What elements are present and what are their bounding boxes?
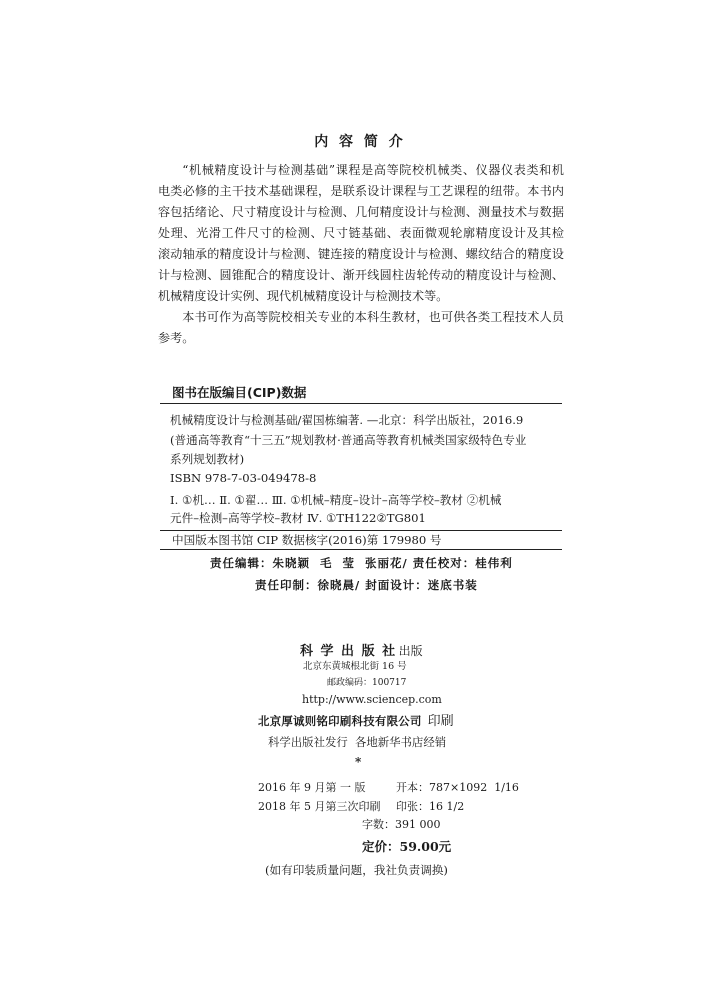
word-count: 字数：391 000 [362,818,441,831]
cip-series-line: (普通高等教育“十三五”规划教材·普通高等教育机械类国家级特色专业 [170,433,527,447]
price: 定价：59.00元 [362,839,452,854]
summary-line: 机械精度设计实例、现代机械精度设计与检测技术等。 [158,289,449,303]
isbn: ISBN 978-7-03-049478-8 [170,471,317,485]
cip-record-number: 中国版本图书馆 CIP 数据核字(2016)第 179980 号 [172,533,442,547]
publisher-line [300,641,423,661]
printed-sheets: 印张：16 1/2 [396,800,465,813]
quality-notice: (如有印装质量问题，我社负责调换) [265,863,448,877]
publisher-postcode: 邮政编码：100717 [327,678,407,688]
cip-top-rule [160,403,562,404]
summary-line: 滚动轴承的精度设计与检测、键连接的精度设计与检测、螺纹结合的精度设 [158,247,564,261]
classification-line: Ⅰ. ①机… Ⅱ. ①翟… Ⅲ. ①机械–精度–设计–高等学校–教材 ②机械 [170,493,502,507]
cip-bottom-rule [160,549,562,550]
summary-line: 处理、光滑工件尺寸的检测、尺寸链基础、表面微观轮廓精度设计及其检 [158,226,564,240]
cip-middle-rule [160,530,562,531]
summary-line: “机械精度设计与检测基础”课程是高等院校机械类、仪器仪表类和机 [182,163,564,177]
summary-line: 电类必修的主干技术基础课程，是联系设计课程与工艺课程的纽带。本书内 [158,184,564,198]
summary-paragraphs [158,160,564,349]
distribution-info: 科学出版社发行 各地新华书店经销 [268,735,447,749]
printing-date: 2018 年 5 月第三次印刷 [258,800,381,813]
cip-title-line: 机械精度设计与检测基础/翟国栋编著. —北京：科学出版社，2016.9 [170,413,524,427]
summary-line: 容包括绪论、尺寸精度设计与检测、几何精度设计与检测、测量技术与数据 [158,205,564,219]
summary-line: 计与检测、圆锥配合的精度设计、渐开线圆柱齿轮传动的精度设计与检测、 [158,268,564,282]
printer-suffix: 印刷 [427,714,454,729]
summary-title: 内 容 简 介 [314,134,406,150]
publisher-website: http://www.sciencep.com [302,693,442,706]
classification-line: 元件–检测–高等学校–教材 Ⅳ. ①TH122②TG801 [170,511,426,525]
summary-line: 参考。 [158,331,195,345]
cip-heading: 图书在版编目(CIP)数据 [172,385,307,400]
edition-date: 2016 年 9 月第 一 版 [258,781,366,794]
editor-credits: 责任编辑：朱晓颖 毛 莹 张丽花/ 责任校对：桂伟利 [210,556,513,570]
separator-star: * [355,755,362,769]
book-format: 开本：787×1092 1/16 [396,781,519,794]
publisher-address: 北京东黄城根北街 16 号 [303,661,407,672]
printer-name: 北京厚诚则铭印刷科技有限公司 [258,714,422,728]
publisher-suffix: 出版 [398,644,423,658]
publisher-name: 科 学 出 版 社 [300,644,397,659]
cip-series-line: 系列规划教材) [170,452,245,466]
summary-line: 本书可作为高等院校相关专业的本科生教材，也可供各类工程技术人员 [182,310,564,324]
production-credits: 责任印制：徐晓晨/ 封面设计：迷底书装 [255,578,478,592]
printer-line [258,711,454,731]
